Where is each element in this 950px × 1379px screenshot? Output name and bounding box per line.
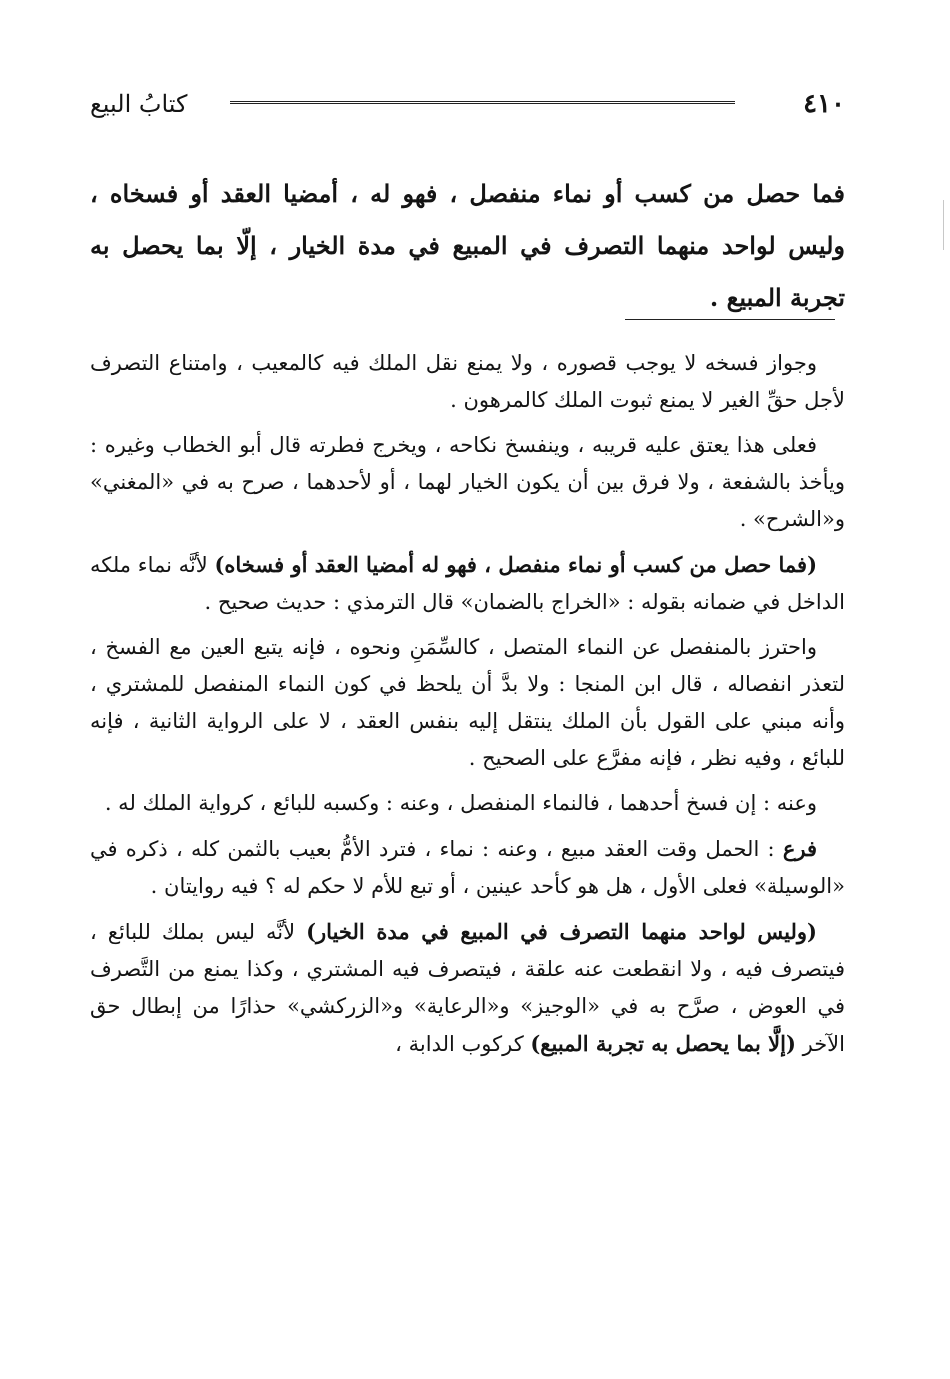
page-header [90,84,845,124]
commentary-paragraph: وعنه : إن فسخ أحدهما ، فالنماء المنفصل ، وعنه : وكسبه للبائع ، كرواية الملك له . [104,791,817,815]
matn-separator [625,319,835,320]
scan-edge-mark [943,200,944,250]
page-number: ٤١٠ [803,89,845,119]
commentary-text: لأنَّه نماء ملكه الداخل في ضمانه بقوله : «الخراج بالضمان» قال الترمذي : حديث صحيح . [90,553,845,614]
commentary-paragraph: فعلى هذا يعتق عليه قريبه ، وينفسخ نكاحه ، ويخرج فطرته قال أبو الخطاب وغيره : ويأخذ بالشفعة ، ولا فرق بين أن يكون الخيار لهما ، أو لأحدهما ، صرح به في «المغني» و«الشرح» . [90,433,845,531]
commentary-paragraph [90,830,845,905]
quoted-matn: (إلَّا بما يحصل به تجربة المبيع) [530,1031,796,1056]
commentary-paragraph: واحترز بالمنفصل عن النماء المتصل ، كالسِّمَنِ ونحوه ، فإنه يتبع العين مع الفسخ ، لتعذر انفصاله ، قال ابن المنجا : ولا بدَّ أن يلحظ في كون النماء المنفصل للمشتري ، وأنه مبني على القول بأن الملك ينتقل إليه بنفس العقد ، لا على الرواية الثانية ، فإنه للبائع ، وفيه نظر ، فإنه مفرَّع على الصحيح . [90,635,845,770]
quoted-matn: (فما حصل من كسب أو نماء منفصل ، فهو له أمضيا العقد أو فسخاه) [214,552,818,577]
commentary-text: لأنَّه ليس بملك للبائع ، فيتصرف فيه ، ولا انقطعت عنه علقة ، فيتصرف فيه المشتري ، وكذا يمنع من التَّصرف في العوض ، صرَّح به في «الوجيز» و«الرعاية» و«الزركشي» حذارًا من إبطال حق الآخر [90,920,845,1056]
commentary [90,345,845,1071]
commentary-paragraph [90,546,845,621]
commentary-paragraph: وجواز فسخه لا يوجب قصوره ، ولا يمنع نقل الملك فيه كالمعيب ، وامتناع التصرف لأجل حقِّ الغير لا يمنع ثبوت الملك كالمرهون . [90,351,845,412]
commentary-text: : الحمل وقت العقد مبيع ، وعنه : نماء ، فترد الأمُّ بعيب بالثمن كله ، ذكره في «الوسيلة» فعلى الأول ، هل هو كأحد عينين ، أو تبع للأم لا حكم له ؟ فيه روايتان . [90,837,845,898]
commentary-paragraph [90,913,845,1063]
quoted-matn: (وليس لواحد منهما التصرف في المبيع في مدة الخيار) [306,919,817,944]
far-label: فرع [782,836,817,861]
running-title: كتابُ البيع [90,90,188,118]
header-rule [230,101,735,106]
commentary-text: كركوب الدابة ، [395,1032,531,1056]
matn-text: فما حصل من كسب أو نماء منفصل ، فهو له ، أمضيا العقد أو فسخاه ، وليس لواحد منهما التصرف في المبيع في مدة الخيار ، إلّا بما يحصل به تجربة المبيع . [90,179,845,312]
